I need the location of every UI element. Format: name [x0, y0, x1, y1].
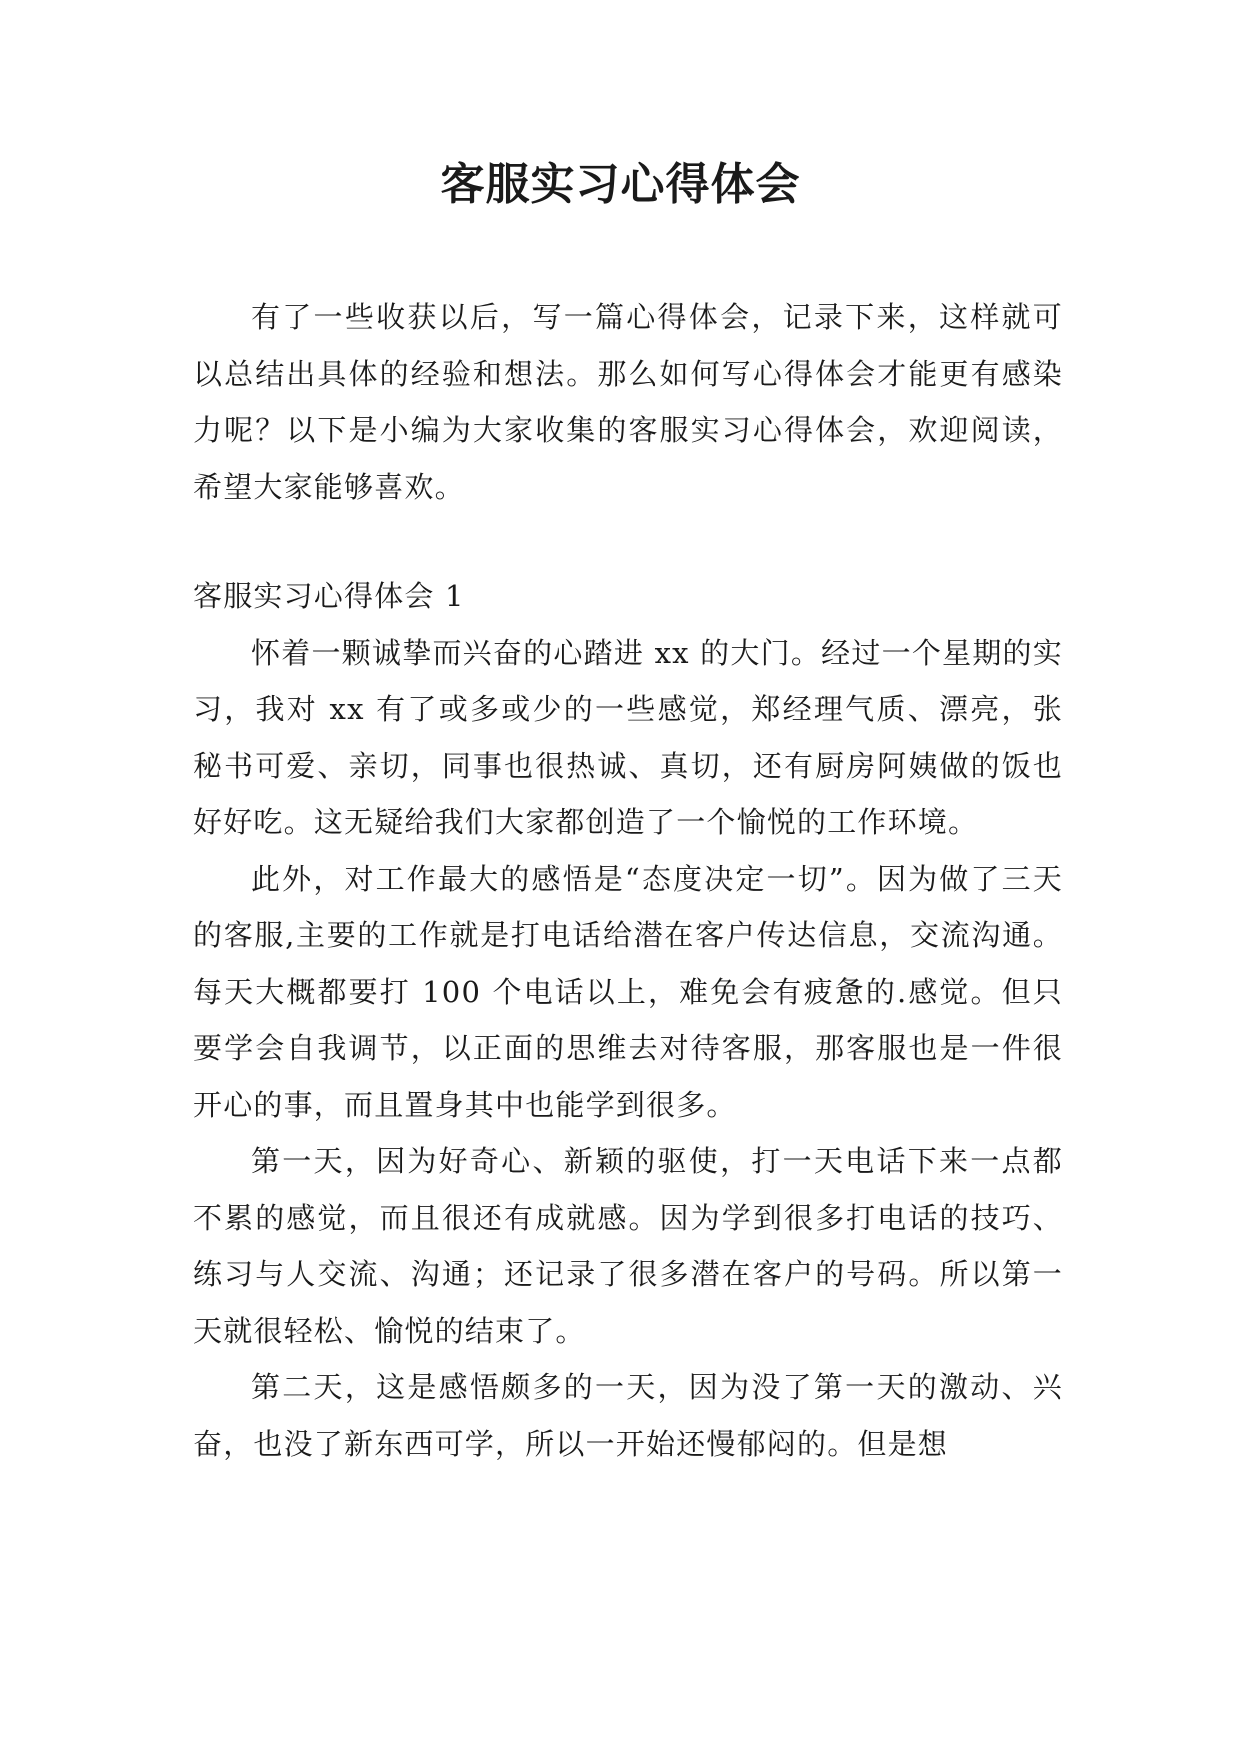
section-heading: 客服实习心得体会 1: [193, 579, 465, 613]
document-body: [193, 289, 1063, 1472]
document-title: 客服实习心得体会: [440, 159, 801, 210]
body-paragraph: 怀着一颗诚挚而兴奋的心踏进 xx 的大门。经过一个星期的实习，我对 xx 有了或多或少的一些感觉，郑经理气质、漂亮，张秘书可爱、亲切，同事也很热诚、真切，还有厨房阿姨做的饭也好好吃。这无疑给我们大家都创造了一个愉悦的工作环境。: [193, 635, 1063, 839]
intro-paragraph: 有了一些收获以后，写一篇心得体会，记录下来，这样就可以总结出具体的经验和想法。那么如何写心得体会才能更有感染力呢？以下是小编为大家收集的客服实习心得体会，欢迎阅读，希望大家能够喜欢。: [193, 300, 1063, 504]
body-paragraph: 第二天，这是感悟颇多的一天，因为没了第一天的激动、兴奋，也没了新东西可学，所以一开始还慢郁闷的。但是想: [193, 1370, 1063, 1461]
body-paragraph: 此外，对工作最大的感悟是“态度决定一切”。因为做了三天的客服,主要的工作就是打电话给潜在客户传达信息，交流沟通。每天大概都要打 100 个电话以上，难免会有疲惫的.感觉。但只要学会自我调节，以正面的思维去对待客服，那客服也是一件很开心的事，而且置身其中也能学到很多。: [193, 861, 1063, 1122]
body-paragraph: 第一天，因为好奇心、新颖的驱使，打一天电话下来一点都不累的感觉，而且很还有成就感。因为学到很多打电话的技巧、练习与人交流、沟通；还记录了很多潜在客户的号码。所以第一天就很轻松、愉悦的结束了。: [193, 1144, 1063, 1348]
